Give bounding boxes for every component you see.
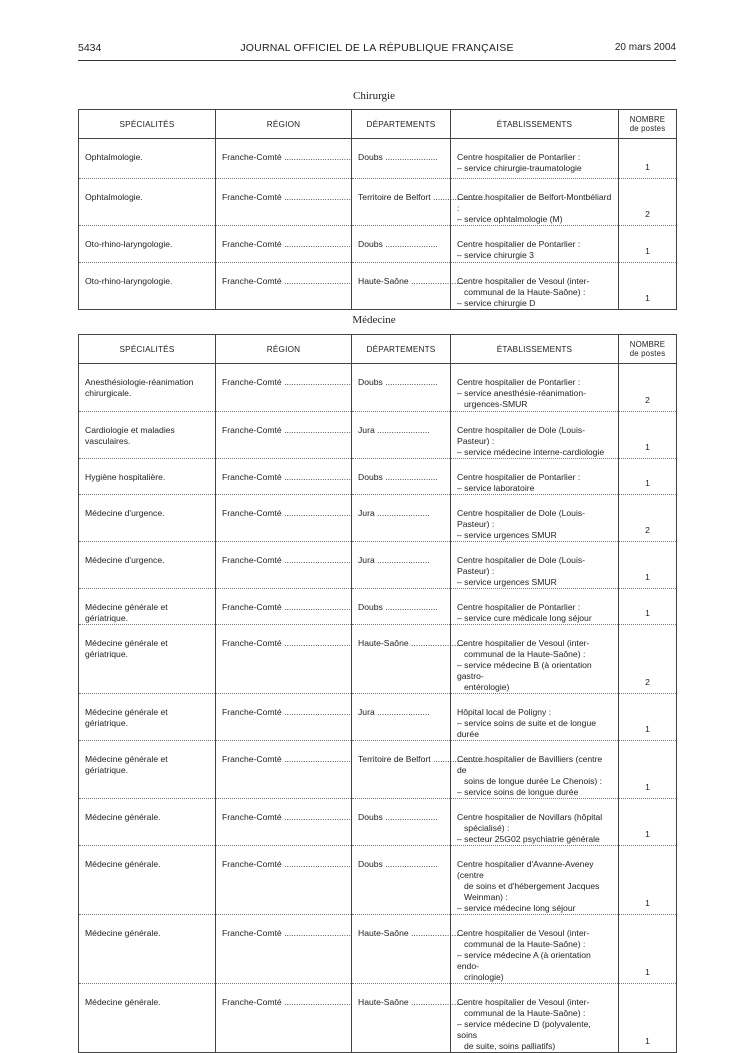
etablissement-text bbox=[451, 263, 618, 309]
cell-region bbox=[216, 589, 352, 625]
page-number: 5434 bbox=[78, 42, 102, 54]
etablissement-line: soins de longue durée Le Chenois) : bbox=[464, 776, 603, 786]
cell-specialite bbox=[79, 364, 216, 412]
cell-etablissement bbox=[451, 263, 619, 310]
etablissement-line: – service médecine long séjour bbox=[457, 903, 576, 913]
etablissement-line: Centre hospitalier de Pontarlier : bbox=[457, 377, 581, 387]
nombre-postes: 1 bbox=[645, 608, 650, 618]
table-row bbox=[79, 139, 677, 179]
cell-departement bbox=[352, 846, 451, 915]
etablissement-text bbox=[451, 495, 618, 541]
cell-region bbox=[216, 694, 352, 741]
cell-etablissement bbox=[451, 984, 619, 1053]
departement-text: Territoire de Belfort ...................... bbox=[358, 192, 486, 202]
col-header-nombre: NOMBRE de postes bbox=[619, 335, 677, 364]
cell-nombre bbox=[619, 799, 677, 846]
etablissement-line: – service médecine A (à orientation endo- bbox=[457, 950, 591, 971]
nombre-postes: 1 bbox=[645, 1036, 650, 1046]
cell-region bbox=[216, 625, 352, 694]
cell-specialite bbox=[79, 542, 216, 589]
departement-text: Jura ...................... bbox=[358, 425, 430, 435]
cell-region bbox=[216, 364, 352, 412]
etablissement-line: – service chirurgie 3 bbox=[457, 250, 534, 260]
cell-nombre bbox=[619, 915, 677, 984]
col-header-etablissements: ÉTABLISSEMENTS bbox=[451, 335, 619, 364]
etablissement-line: Centre hospitalier de Novillars (hôpital bbox=[457, 812, 603, 822]
nombre-postes: 1 bbox=[645, 442, 650, 452]
region-text: Franche-Comté ............................ bbox=[222, 239, 351, 249]
cell-nombre bbox=[619, 741, 677, 799]
etablissement-line: Centre hospitalier de Pontarlier : bbox=[457, 152, 581, 162]
cell-etablissement bbox=[451, 139, 619, 179]
cell-nombre bbox=[619, 139, 677, 179]
etablissement-line: Centre hospitalier de Belfort-Montbéliard : bbox=[457, 192, 612, 213]
table-row bbox=[79, 495, 677, 542]
etablissement-text bbox=[451, 226, 618, 261]
cell-region bbox=[216, 412, 352, 459]
header-rule bbox=[78, 60, 676, 61]
region-text: Franche-Comté ............................ bbox=[222, 472, 351, 482]
cell-departement bbox=[352, 589, 451, 625]
etablissement-line: de suite, soins palliatifs) bbox=[464, 1041, 556, 1051]
cell-region bbox=[216, 542, 352, 589]
nombre-postes: 1 bbox=[645, 782, 650, 792]
etablissement-line: Centre hospitalier de Bavilliers (centre de bbox=[457, 754, 603, 775]
etablissement-line: Centre hospitalier de Vesoul (inter- bbox=[457, 997, 590, 1007]
etablissement-line: spécialisé) : bbox=[464, 823, 510, 833]
cell-nombre bbox=[619, 625, 677, 694]
col-header-departements: DÉPARTEMENTS bbox=[352, 110, 451, 139]
cell-etablissement bbox=[451, 846, 619, 915]
cell-nombre bbox=[619, 459, 677, 495]
departement-text: Doubs ...................... bbox=[358, 377, 438, 387]
cell-specialite bbox=[79, 984, 216, 1053]
cell-departement bbox=[352, 984, 464, 1053]
journal-title: JOURNAL OFFICIEL DE LA RÉPUBLIQUE FRANÇAISE bbox=[240, 42, 514, 54]
cell-nombre bbox=[619, 263, 677, 310]
etablissement-line: – service laboratoire bbox=[457, 483, 535, 493]
etablissement-text bbox=[451, 694, 618, 740]
etablissement-line: Centre hospitalier de Pontarlier : bbox=[457, 239, 581, 249]
etablissement-line: Centre hospitalier de Dole (Louis-Pasteur) : bbox=[457, 555, 586, 576]
nombre-postes: 2 bbox=[645, 209, 650, 219]
table-medecine bbox=[78, 334, 677, 1053]
etablissement-line: – service urgences SMUR bbox=[457, 530, 557, 540]
table-row bbox=[79, 263, 677, 310]
departement-text: Territoire de Belfort ...................... bbox=[358, 754, 486, 764]
table-row bbox=[79, 694, 677, 741]
region-text: Franche-Comté ............................ bbox=[222, 812, 351, 822]
region-text: Franche-Comté ............................ bbox=[222, 602, 351, 612]
cell-etablissement bbox=[451, 412, 619, 459]
etablissement-text bbox=[451, 984, 618, 1052]
cell-specialite bbox=[79, 589, 216, 625]
etablissement-line: Centre hospitalier de Pontarlier : bbox=[457, 472, 581, 482]
departement-text: Doubs ...................... bbox=[358, 602, 438, 612]
table-row bbox=[79, 179, 677, 226]
region-text: Franche-Comté ............................ bbox=[222, 754, 351, 764]
etablissement-line: Hôpital local de Poligny : bbox=[457, 707, 552, 717]
table-row bbox=[79, 542, 677, 589]
specialite-text: Médecine générale et gériatrique. bbox=[85, 638, 168, 659]
cell-etablissement bbox=[451, 589, 619, 625]
region-text: Franche-Comté ............................ bbox=[222, 997, 351, 1007]
nombre-postes: 1 bbox=[645, 572, 650, 582]
departement-text: Haute-Saône ...................... bbox=[358, 638, 464, 648]
cell-nombre bbox=[619, 542, 677, 589]
cell-specialite bbox=[79, 226, 216, 263]
etablissement-line: communal de la Haute-Saône) : bbox=[464, 939, 586, 949]
cell-specialite bbox=[79, 846, 216, 915]
specialite-text: Médecine générale et gériatrique. bbox=[85, 707, 168, 728]
cell-etablissement bbox=[451, 495, 619, 542]
etablissement-line: Centre hospitalier d'Avanne-Aveney (centre bbox=[457, 859, 594, 880]
cell-nombre bbox=[619, 179, 677, 226]
cell-etablissement bbox=[451, 799, 619, 846]
etablissement-line: – service médecine D (polyvalente, soins bbox=[457, 1019, 591, 1040]
specialite-text: Médecine générale. bbox=[85, 997, 161, 1007]
cell-etablissement bbox=[451, 364, 619, 412]
cell-region bbox=[216, 984, 352, 1053]
cell-departement bbox=[352, 412, 451, 459]
cell-departement bbox=[352, 179, 486, 226]
cell-departement bbox=[352, 459, 451, 495]
nombre-postes: 1 bbox=[645, 162, 650, 172]
table-row bbox=[79, 741, 677, 799]
specialite-text: Ophtalmologie. bbox=[85, 152, 143, 162]
table-row bbox=[79, 799, 677, 846]
cell-region bbox=[216, 915, 352, 984]
section-title-medecine: Médecine bbox=[352, 314, 396, 326]
etablissement-line: Centre hospitalier de Vesoul (inter- bbox=[457, 276, 590, 286]
specialite-text: Médecine d'urgence. bbox=[85, 508, 165, 518]
cell-specialite bbox=[79, 799, 216, 846]
cell-specialite bbox=[79, 495, 216, 542]
cell-etablissement bbox=[451, 625, 619, 694]
specialite-text: Oto-rhino-laryngologie. bbox=[85, 239, 173, 249]
cell-etablissement bbox=[451, 542, 619, 589]
departement-text: Haute-Saône ...................... bbox=[358, 928, 464, 938]
etablissement-text bbox=[451, 542, 618, 588]
etablissement-text bbox=[451, 412, 618, 458]
cell-region bbox=[216, 741, 352, 799]
specialite-text: Médecine générale. bbox=[85, 859, 161, 869]
etablissement-line: Weinman) : bbox=[464, 892, 508, 902]
etablissement-line: urgences-SMUR bbox=[464, 399, 528, 409]
nombre-postes: 1 bbox=[645, 246, 650, 256]
cell-nombre bbox=[619, 694, 677, 741]
etablissement-text bbox=[451, 625, 618, 693]
departement-text: Doubs ...................... bbox=[358, 472, 438, 482]
region-text: Franche-Comté ............................ bbox=[222, 377, 351, 387]
etablissement-text bbox=[451, 589, 618, 624]
table-row bbox=[79, 459, 677, 495]
departement-text: Jura ...................... bbox=[358, 555, 430, 565]
region-text: Franche-Comté ............................ bbox=[222, 425, 351, 435]
cell-departement bbox=[352, 226, 451, 263]
etablissement-line: – service urgences SMUR bbox=[457, 577, 557, 587]
cell-region bbox=[216, 226, 352, 263]
etablissement-line: Centre hospitalier de Vesoul (inter- bbox=[457, 928, 590, 938]
nombre-postes: 1 bbox=[645, 898, 650, 908]
etablissement-text bbox=[451, 179, 618, 225]
region-text: Franche-Comté ............................ bbox=[222, 859, 351, 869]
cell-departement bbox=[352, 364, 451, 412]
col-header-region: RÉGION bbox=[216, 335, 352, 364]
departement-text: Jura ...................... bbox=[358, 508, 430, 518]
cell-specialite bbox=[79, 179, 216, 226]
col-header-departements: DÉPARTEMENTS bbox=[352, 335, 451, 364]
table-row bbox=[79, 984, 677, 1053]
etablissement-line: – service médecine B (à orientation gastro- bbox=[457, 660, 592, 681]
cell-specialite bbox=[79, 915, 216, 984]
nombre-postes: 1 bbox=[645, 829, 650, 839]
cell-nombre bbox=[619, 226, 677, 263]
cell-region bbox=[216, 495, 352, 542]
cell-etablissement bbox=[451, 915, 619, 984]
cell-region bbox=[216, 263, 352, 310]
col-header-specialites: SPÉCIALITÉS bbox=[79, 335, 216, 364]
cell-departement bbox=[352, 495, 451, 542]
cell-nombre bbox=[619, 589, 677, 625]
etablissement-line: Centre hospitalier de Vesoul (inter- bbox=[457, 638, 590, 648]
etablissement-line: – service soins de suite et de longue durée bbox=[457, 718, 597, 739]
specialite-text: Ophtalmologie. bbox=[85, 192, 143, 202]
etablissement-line: – service soins de longue durée bbox=[457, 787, 579, 797]
region-text: Franche-Comté ............................ bbox=[222, 638, 351, 648]
specialite-text: Hygiène hospitalière. bbox=[85, 472, 166, 482]
table-row bbox=[79, 846, 677, 915]
col-header-specialites: SPÉCIALITÉS bbox=[79, 110, 216, 139]
etablissement-line: – service ophtalmologie (M) bbox=[457, 214, 563, 224]
nombre-postes: 1 bbox=[645, 478, 650, 488]
cell-region bbox=[216, 179, 352, 226]
cell-etablissement bbox=[451, 226, 619, 263]
region-text: Franche-Comté ............................ bbox=[222, 152, 351, 162]
etablissement-text bbox=[451, 915, 618, 983]
page-header bbox=[78, 42, 676, 58]
departement-text: Doubs ...................... bbox=[358, 859, 438, 869]
table-row bbox=[79, 364, 677, 412]
cell-specialite bbox=[79, 139, 216, 179]
cell-nombre bbox=[619, 495, 677, 542]
nombre-postes: 2 bbox=[645, 395, 650, 405]
specialite-text: Médecine générale. bbox=[85, 812, 161, 822]
table-row bbox=[79, 915, 677, 984]
etablissement-text bbox=[451, 799, 618, 845]
cell-nombre bbox=[619, 984, 677, 1053]
etablissement-line: – service anesthésie-réanimation- bbox=[457, 388, 586, 398]
etablissement-text bbox=[451, 364, 618, 410]
etablissement-line: Centre hospitalier de Dole (Louis-Pasteur) : bbox=[457, 425, 586, 446]
specialite-text: Oto-rhino-laryngologie. bbox=[85, 276, 173, 286]
departement-text: Haute-Saône ...................... bbox=[358, 276, 464, 286]
cell-region bbox=[216, 799, 352, 846]
etablissement-text bbox=[451, 459, 618, 494]
cell-departement bbox=[352, 542, 451, 589]
departement-text: Haute-Saône ...................... bbox=[358, 997, 464, 1007]
col-header-nombre: NOMBRE de postes bbox=[619, 110, 677, 139]
specialite-text: Médecine générale. bbox=[85, 928, 161, 938]
cell-departement bbox=[352, 694, 451, 741]
departement-text: Doubs ...................... bbox=[358, 239, 438, 249]
cell-region bbox=[216, 139, 352, 179]
departement-text: Doubs ...................... bbox=[358, 152, 438, 162]
issue-date: 20 mars 2004 bbox=[614, 42, 676, 53]
section-title-chirurgie: Chirurgie bbox=[353, 90, 395, 102]
region-text: Franche-Comté ............................ bbox=[222, 928, 351, 938]
etablissement-line: Centre hospitalier de Pontarlier : bbox=[457, 602, 581, 612]
cell-departement bbox=[352, 799, 451, 846]
etablissement-line: entérologie) bbox=[464, 682, 510, 692]
cell-specialite bbox=[79, 412, 216, 459]
etablissement-line: – service chirurgie-traumatologie bbox=[457, 163, 582, 173]
table-row bbox=[79, 226, 677, 263]
cell-departement bbox=[352, 741, 486, 799]
departement-text: Jura ...................... bbox=[358, 707, 430, 717]
cell-departement bbox=[352, 625, 464, 694]
cell-region bbox=[216, 846, 352, 915]
nombre-postes: 2 bbox=[645, 677, 650, 687]
cell-departement bbox=[352, 915, 464, 984]
region-text: Franche-Comté ............................ bbox=[222, 508, 351, 518]
cell-etablissement bbox=[451, 179, 619, 226]
cell-nombre bbox=[619, 364, 677, 412]
cell-specialite bbox=[79, 625, 216, 694]
specialite-text: Médecine générale et gériatrique. bbox=[85, 602, 168, 623]
region-text: Franche-Comté ............................ bbox=[222, 192, 351, 202]
etablissement-text bbox=[451, 139, 618, 174]
etablissement-line: crinologie) bbox=[464, 972, 504, 982]
etablissement-line: communal de la Haute-Saône) : bbox=[464, 287, 586, 297]
specialite-text: Médecine générale et gériatrique. bbox=[85, 754, 168, 775]
etablissement-text bbox=[451, 846, 618, 914]
cell-nombre bbox=[619, 412, 677, 459]
cell-specialite bbox=[79, 459, 216, 495]
etablissement-line: – service médecine interne-cardiologie bbox=[457, 447, 605, 457]
table-row bbox=[79, 589, 677, 625]
etablissement-text bbox=[451, 741, 618, 798]
table-header-row bbox=[79, 335, 677, 364]
col-header-region: RÉGION bbox=[216, 110, 352, 139]
table-header-row bbox=[79, 110, 677, 139]
region-text: Franche-Comté ............................ bbox=[222, 555, 351, 565]
cell-specialite bbox=[79, 741, 216, 799]
cell-nombre bbox=[619, 846, 677, 915]
etablissement-line: – service chirurgie D bbox=[457, 298, 536, 308]
nombre-postes: 1 bbox=[645, 724, 650, 734]
cell-etablissement bbox=[451, 694, 619, 741]
cell-specialite bbox=[79, 263, 216, 310]
nombre-postes: 1 bbox=[645, 293, 650, 303]
etablissement-line: de soins et d'hébergement Jacques bbox=[464, 881, 600, 891]
cell-etablissement bbox=[451, 741, 619, 799]
etablissement-line: – service cure médicale long séjour bbox=[457, 613, 592, 623]
cell-departement bbox=[352, 263, 464, 310]
region-text: Franche-Comté ............................ bbox=[222, 276, 351, 286]
table-chirurgie bbox=[78, 109, 677, 310]
specialite-text: Cardiologie et maladies vasculaires. bbox=[85, 425, 175, 446]
table-row bbox=[79, 625, 677, 694]
etablissement-line: – secteur 25G02 psychiatrie générale bbox=[457, 834, 600, 844]
etablissement-line: Centre hospitalier de Dole (Louis-Pasteur) : bbox=[457, 508, 586, 529]
cell-specialite bbox=[79, 694, 216, 741]
region-text: Franche-Comté ............................ bbox=[222, 707, 351, 717]
cell-departement bbox=[352, 139, 451, 179]
cell-region bbox=[216, 459, 352, 495]
nombre-postes: 1 bbox=[645, 967, 650, 977]
etablissement-line: communal de la Haute-Saône) : bbox=[464, 649, 586, 659]
col-header-etablissements: ÉTABLISSEMENTS bbox=[451, 110, 619, 139]
specialite-text: Anesthésiologie-réanimation chirurgicale. bbox=[85, 377, 194, 398]
nombre-postes: 2 bbox=[645, 525, 650, 535]
table-row bbox=[79, 412, 677, 459]
cell-etablissement bbox=[451, 459, 619, 495]
etablissement-line: communal de la Haute-Saône) : bbox=[464, 1008, 586, 1018]
departement-text: Doubs ...................... bbox=[358, 812, 438, 822]
specialite-text: Médecine d'urgence. bbox=[85, 555, 165, 565]
